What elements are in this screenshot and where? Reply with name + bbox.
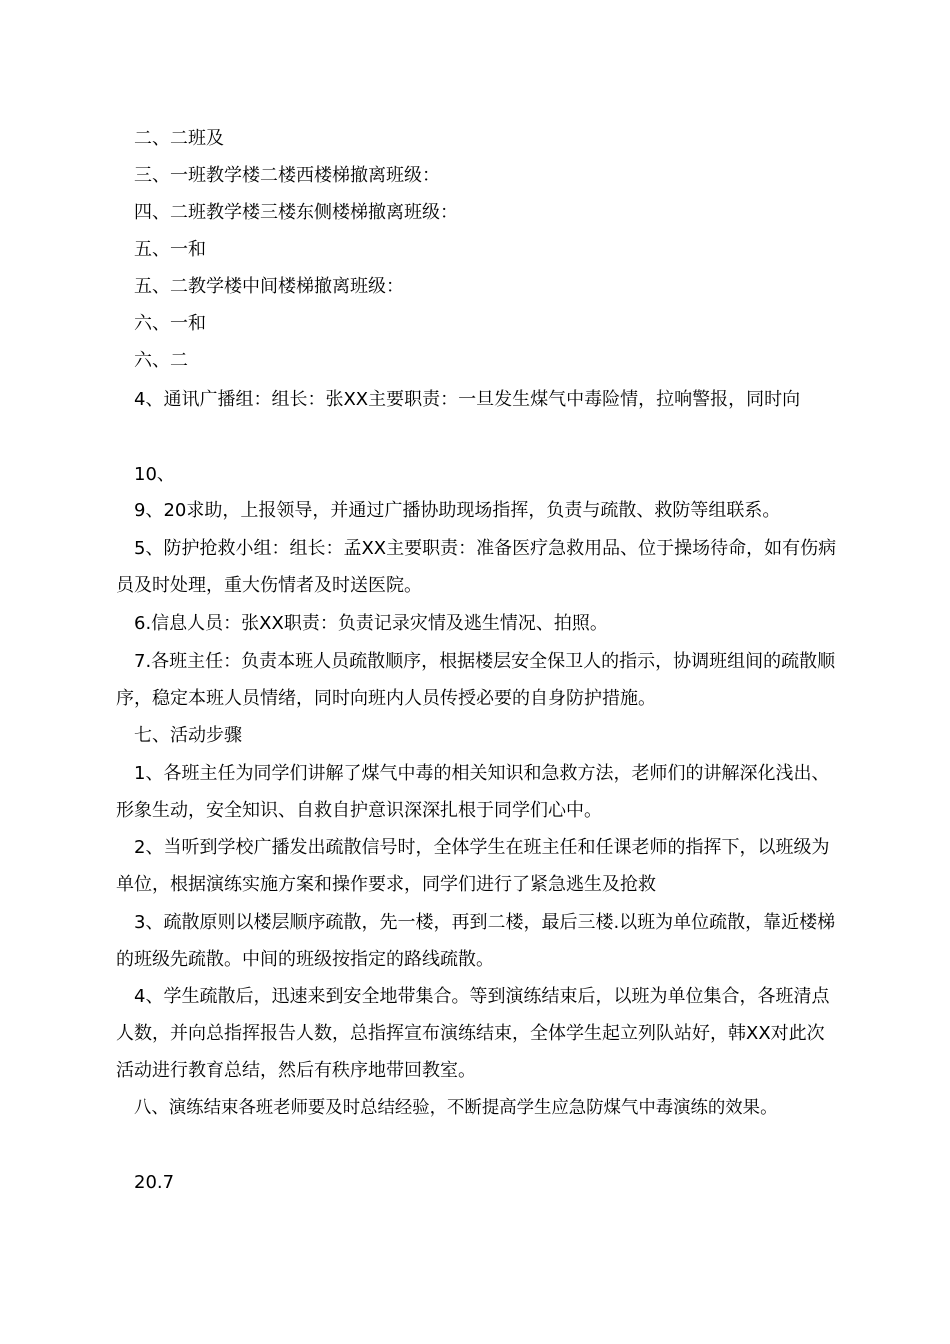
text-line: 9、20求助，上报领导，并通过广播协助现场指挥，负责与疏散、救防等组联系。 bbox=[134, 500, 781, 521]
text-line: 六、一和 bbox=[134, 313, 206, 334]
paragraph-broadcast-group: 4、通讯广播组：组长：张XX主要职责：一旦发生煤气中毒险情，拉响警报，同时向 bbox=[134, 389, 801, 410]
paragraph-class-teachers: 7.各班主任：负责本班人员疏散顺序，根据楼层安全保卫人的指示，协调班组间的疏散顺序，稳定本班人员情绪，同时向班内人员传授必要的自身防护措施。 bbox=[116, 651, 836, 709]
paragraph-step-1: 1、各班主任为同学们讲解了煤气中毒的相关知识和急救方法，老师们的讲解深化浅出、形象生动，安全知识、自救自护意识深深扎根于同学们心中。 bbox=[116, 763, 830, 821]
text-line: 六、二 bbox=[134, 350, 188, 371]
section-heading: 八、演练结束各班老师要及时总结经验，不断提高学生应急防煤气中毒演练的效果。 bbox=[134, 1098, 778, 1118]
text-line: 三、一班教学楼二楼西楼梯撤离班级： bbox=[134, 165, 440, 186]
paragraph-rescue-group: 5、防护抢救小组：组长：孟XX主要职责：准备医疗急救用品、位于操场待命，如有伤病员及时处理，重大伤情者及时送医院。 bbox=[116, 538, 837, 596]
text-line: 6.信息人员：张XX职责：负责记录灾情及逃生情况、拍照。 bbox=[134, 613, 608, 634]
paragraph-step-2: 2、当听到学校广播发出疏散信号时，全体学生在班主任和任课老师的指挥下，以班级为单位，根据演练实施方案和操作要求，同学们进行了紧急逃生及抢救 bbox=[116, 837, 830, 895]
text-line: 二、二班及 bbox=[134, 128, 224, 149]
date-text: 20.7 bbox=[134, 1172, 175, 1193]
text-line: 五、一和 bbox=[134, 239, 206, 260]
section-heading: 七、活动步骤 bbox=[134, 725, 242, 746]
text-line: 10、 bbox=[134, 464, 175, 485]
text-line: 四、二班教学楼三楼东侧楼梯撤离班级： bbox=[134, 202, 458, 223]
paragraph-step-4: 4、学生疏散后，迅速来到安全地带集合。等到演练结束后，以班为单位集合，各班清点人数，并向总指挥报告人数，总指挥宣布演练结束，全体学生起立列队站好，韩XX对此次活动进行教育总结，然后有秩序地带回教室。 bbox=[116, 986, 830, 1081]
paragraph-step-3: 3、疏散原则以楼层顺序疏散，先一楼，再到二楼，最后三楼.以班为单位疏散，靠近楼梯的班级先疏散。中间的班级按指定的路线疏散。 bbox=[116, 912, 836, 970]
text-line: 五、二教学楼中间楼梯撤离班级： bbox=[134, 276, 404, 297]
